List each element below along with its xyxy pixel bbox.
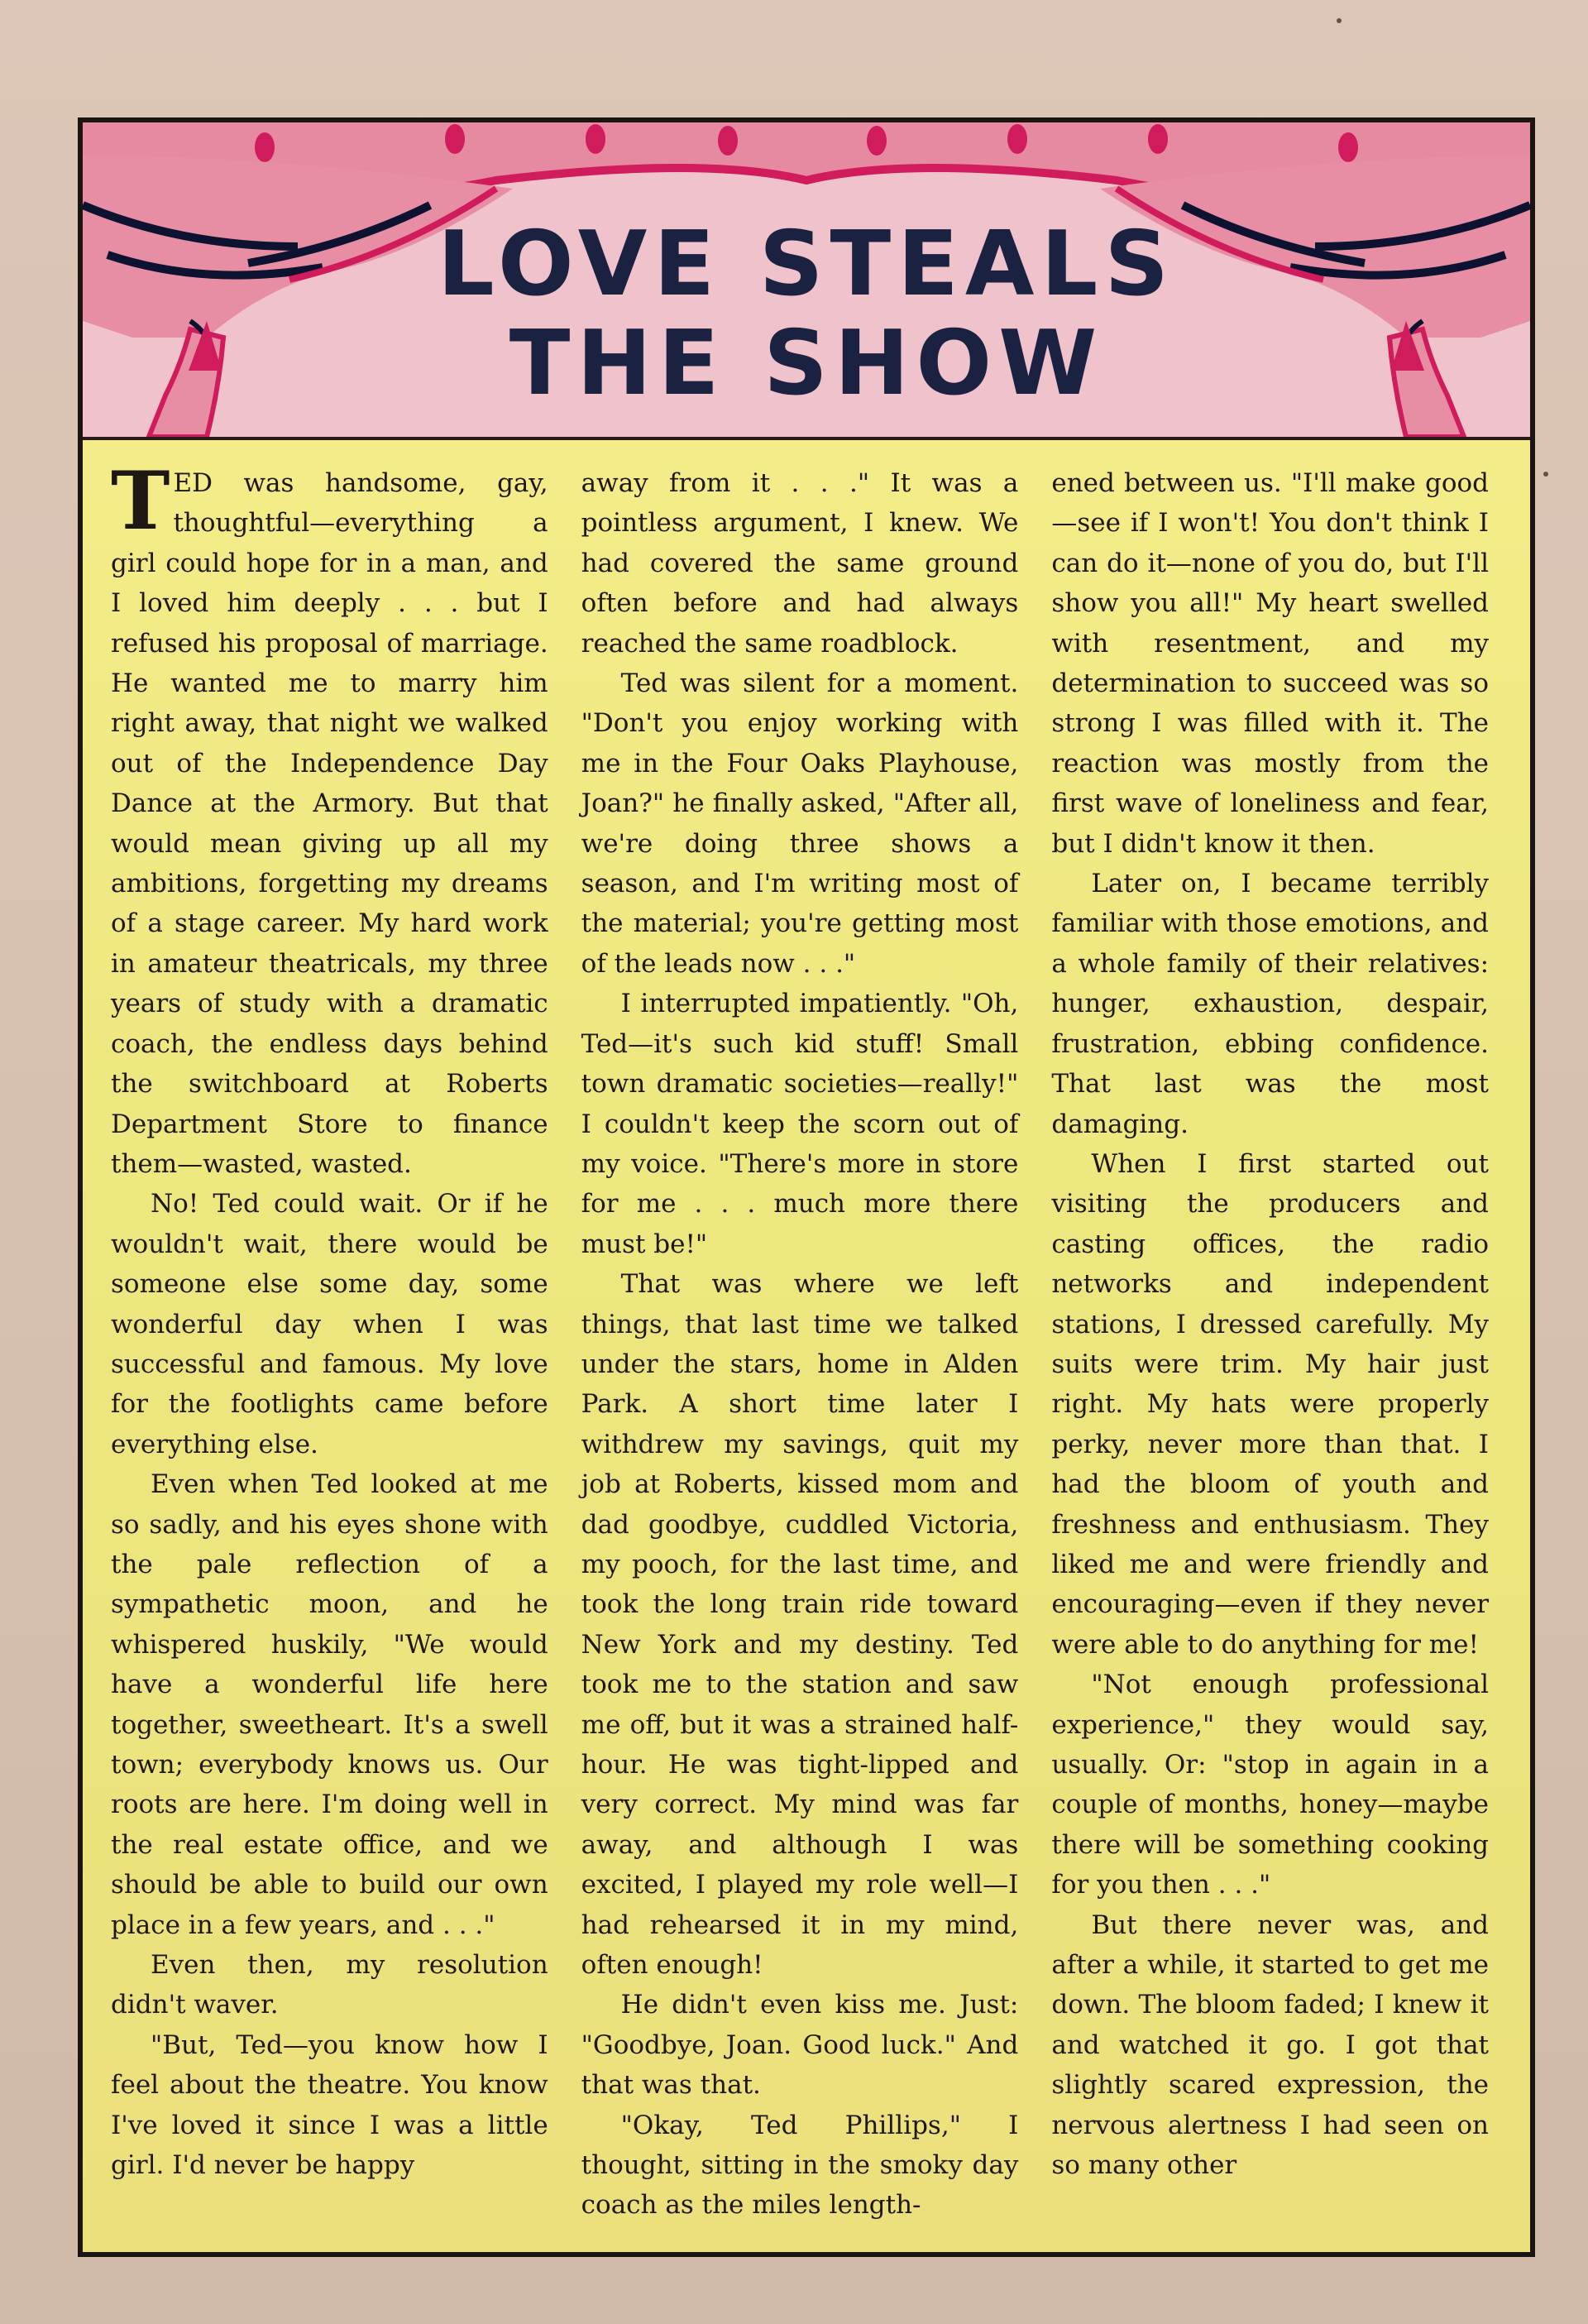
paragraph: Even when Ted looked at me so sadly, and his eyes shone with the pale reflection of a sympathetic moon, and he whispered huskily, "We would have a wonderful life here together, sweetheart. It's a swell town; everybody knows us. Our roots are here. I'm doing well in the real estate office, and we should be able to build our own place in a few years, and . . ." (111, 1469, 548, 1940)
text-column-2 (565, 440, 1036, 2252)
stage-curtain-banner (83, 122, 1530, 440)
story-title-line-1: LOVE STEALS (437, 213, 1176, 316)
story-frame (78, 117, 1535, 2257)
paragraph: Later on, I became terribly familiar with those emotions, and a whole family of their relatives: hunger, exhaustion, despair, frustration, ebbing confidence. That last was the most damaging. (1051, 869, 1490, 1139)
paragraph: "Okay, Ted Phillips," I thought, sitting in the smoky day coach as the miles length- (581, 2110, 1019, 2221)
drop-cap-continuation: ED (173, 468, 213, 498)
paper-speck (1543, 472, 1548, 477)
paragraph: TED was handsome, gay, thoughtful—everything a girl could hope for in a man, and I loved him deeply . . . but I refused his proposal of marriage. He wanted me to marry him right away, that night we walked out of the Independence Day Dance at the Armory. But that would mean giving up all my ambitions, forgetting my dreams of a stage career. My hard work in amateur theatricals, my three years of study with a dramatic coach, the endless days behind the switchboard at Roberts Department Store to finance them—wasted, wasted. (111, 454, 548, 1179)
paragraph: I interrupted impatiently. "Oh, Ted—it's such kid stuff! Small town dramatic societies—really!" I couldn't keep the scorn out of my voice. "There's more in store for me . . . much more there must be!" (581, 989, 1019, 1259)
paragraph: But there never was, and after a while, it started to get me down. The bloom faded; I knew it and watched it go. I got that slightly scared expression, the nervous alertness I had seen on so many other (1051, 1910, 1490, 2181)
paragraph: That was where we left things, that last time we talked under the stars, home in Alden Park. A short time later I withdrew my savings, quit my job at Roberts, kissed mom and dad goodbye, cuddled Victoria, my pooch, for the last time, and took the long train ride toward New York and my destiny. Ted took me to the station and saw me off, but it was a strained half-hour. He was tight-lipped and very correct. My mind was far away, and although I was excited, I played my role well—I had rehearsed it in my mind, often enough! (581, 1269, 1019, 1981)
paragraph: He didn't even kiss me. Just: "Goodbye, Joan. Good luck." And that was that. (581, 1990, 1019, 2101)
paragraph: ened between us. "I'll make good—see if I won't! You don't think I can do it—none of you do, but I'll show you all!" My heart swelled with resentment, and my determination to succeed was so strong I was filled with it. The reaction was mostly from the first wave of loneliness and fear, but I didn't know it then. (1051, 468, 1490, 859)
paragraph: Ted was silent for a moment. "Don't you enjoy working with me in the Four Oaks Playhouse, Joan?" he finally asked, "After all, we're doing three shows a season, and I'm writing most of the material; you're getting most of the leads now . . ." (581, 668, 1019, 979)
paragraph: "Not enough professional experience," they would say, usually. Or: "stop in again in a couple of months, honey—maybe there will be something cooking for you then . . ." (1051, 1670, 1490, 1900)
paragraph: When I first started out visiting the producers and casting offices, the radio networks and independent stations, I dressed carefully. My suits were trim. My hair just right. My hats were properly perky, never more than that. I had the bloom of youth and freshness and enthusiasm. They liked me and were friendly and encouraging—even if they never were able to do anything for me! (1051, 1148, 1490, 1660)
drop-cap: T (111, 454, 170, 548)
paragraph: away from it . . ." It was a pointless argument, I knew. We had covered the same ground often before and had always reached the same roadblock. (581, 468, 1019, 659)
paper-speck (1337, 18, 1342, 23)
story-body (83, 440, 1530, 2252)
paragraph: "But, Ted—you know how I feel about the theatre. You know I've loved it since I was a little girl. I'd never be happy (111, 2029, 548, 2181)
paragraph: No! Ted could wait. Or if he wouldn't wait, there would be someone else some day, some wonderful day when I was successful and famous. My love for the footlights came before everything else. (111, 1189, 548, 1459)
text-column-1 (94, 440, 565, 2252)
text-column-3 (1035, 440, 1505, 2252)
paragraph: Even then, my resolution didn't waver. (111, 1950, 548, 2020)
story-title-line-2: THE SHOW (509, 312, 1104, 415)
